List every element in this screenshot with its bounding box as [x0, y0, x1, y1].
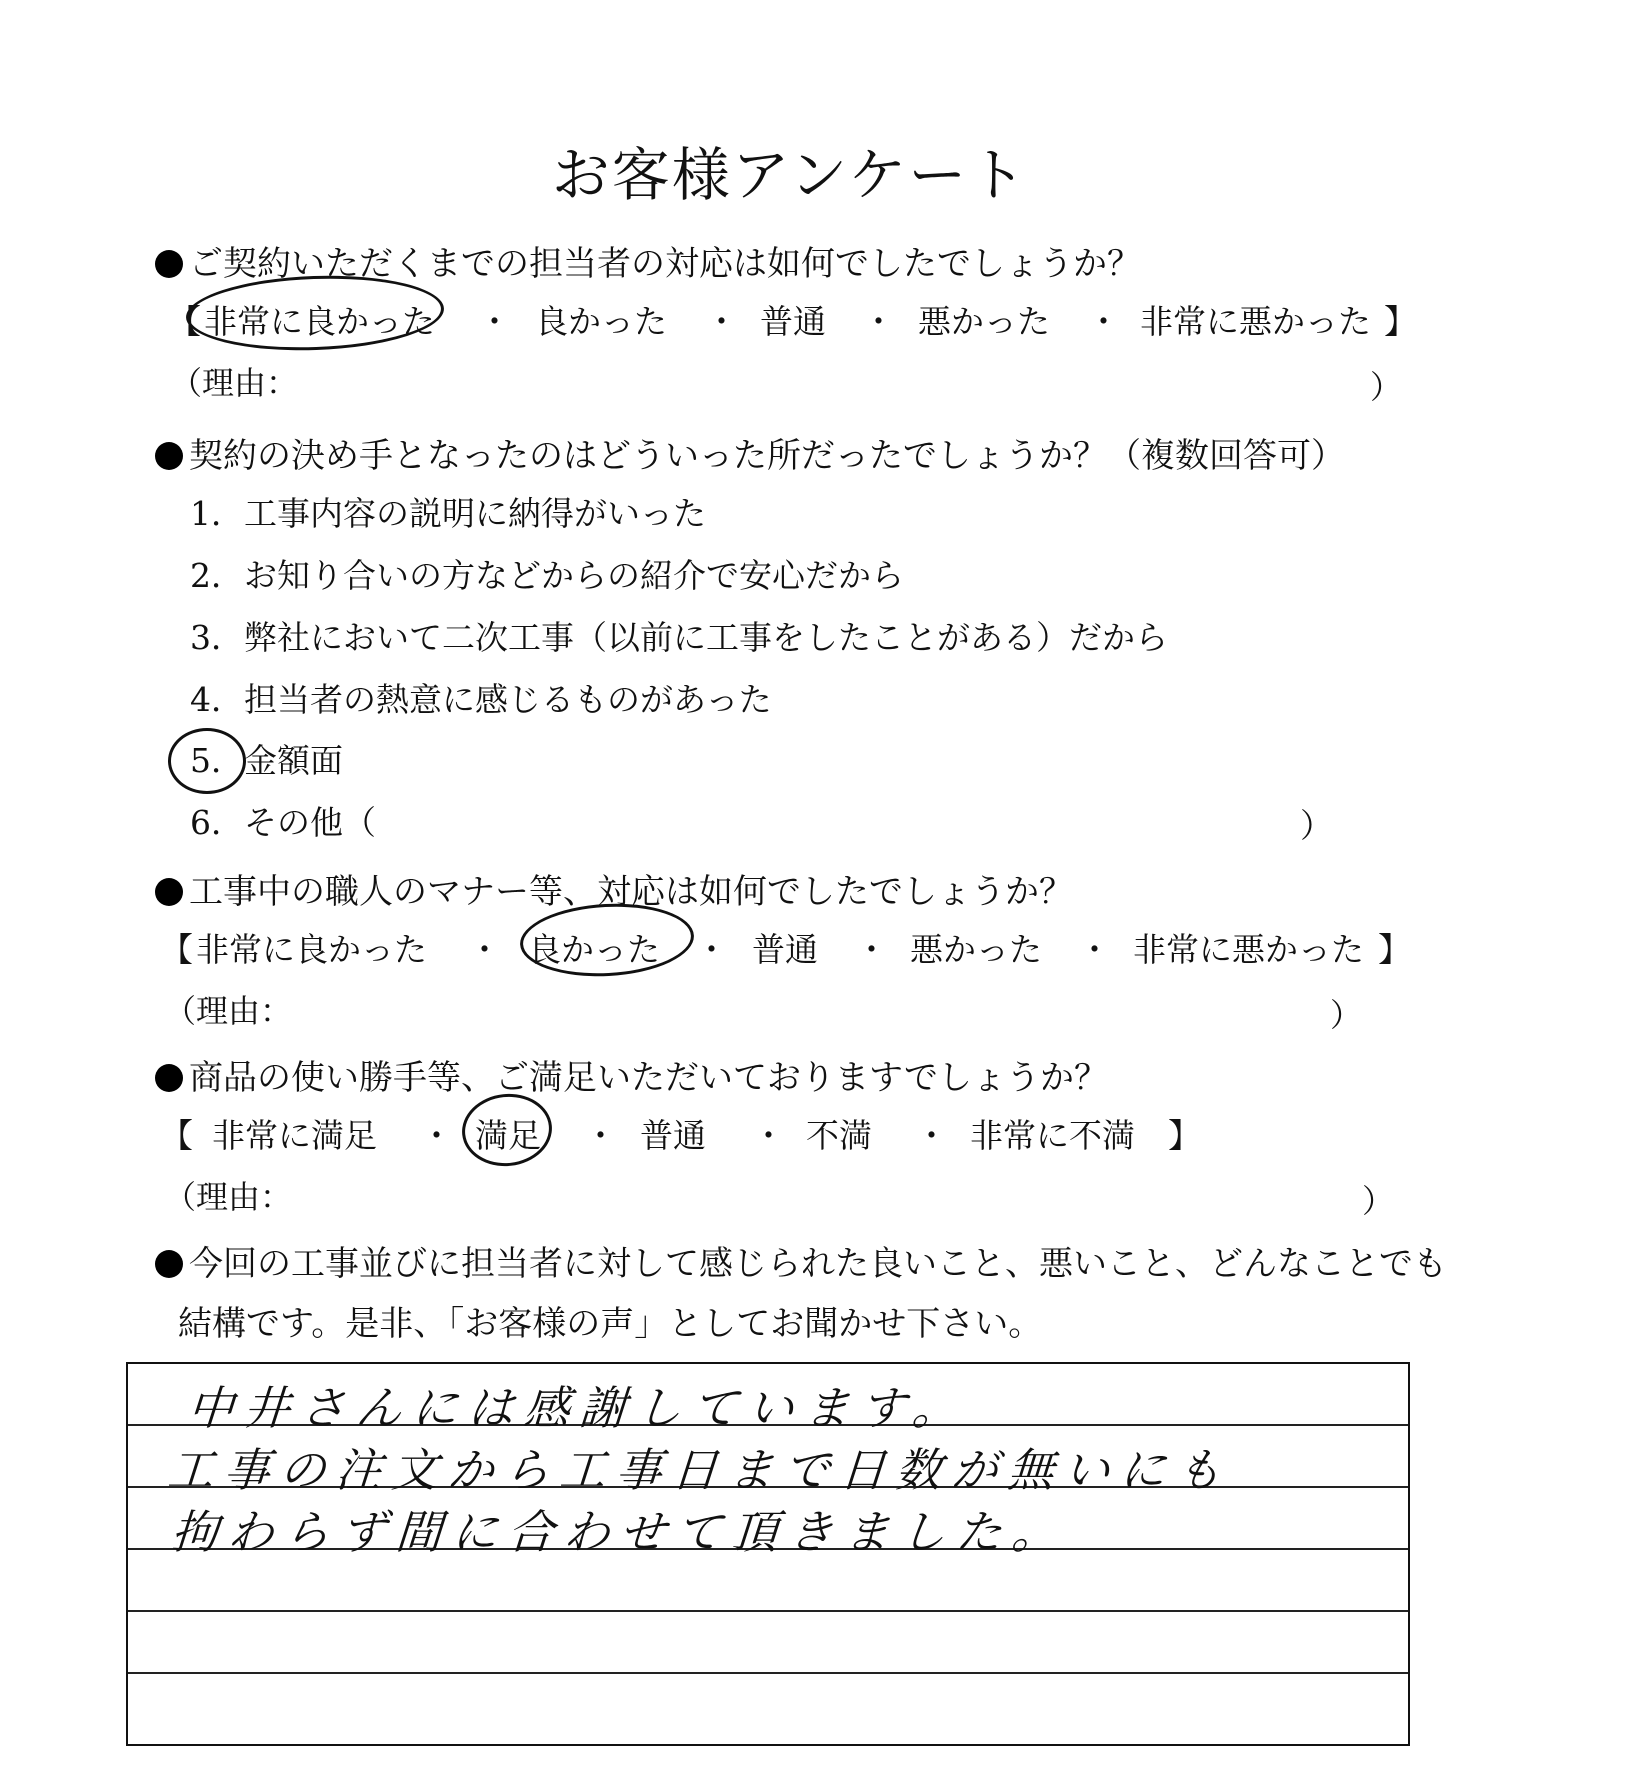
page-title: お客様アンケート	[551, 141, 1029, 209]
q1-close-bracket: 】	[1384, 302, 1417, 341]
q4-option-1[interactable]: 非常に満足	[212, 1116, 377, 1155]
q1-reason-label: （理由：	[170, 364, 299, 402]
q1-sep-1: ・	[478, 302, 511, 341]
bullet-icon	[155, 1064, 183, 1092]
q4-reason-close: ）	[1362, 1182, 1395, 1220]
question-2	[155, 428, 1345, 477]
question-2-text: 契約の決め手となったのはどういった所だったでしょうか？（複数回答可）	[189, 436, 1345, 476]
q3-option-4[interactable]: 悪かった	[910, 930, 1042, 969]
q4-option-3[interactable]: 普通	[640, 1116, 706, 1155]
q1-open-bracket: 【	[168, 302, 201, 341]
q3-sep-4: ・	[1078, 930, 1111, 969]
q3-reason-label: （理由：	[164, 992, 293, 1030]
q3-reason-close: ）	[1330, 996, 1363, 1034]
q4-sep-4: ・	[915, 1116, 948, 1155]
choice-5-text: 金額面	[244, 741, 343, 780]
choice-3-number: 3．	[190, 618, 244, 657]
choice-6-number: 6．	[190, 803, 244, 842]
choice-2[interactable]	[190, 550, 904, 597]
choice-3[interactable]	[190, 612, 1168, 659]
choice-1-text: 工事内容の説明に納得がいった	[244, 494, 706, 533]
choice-6-close: ）	[1300, 806, 1333, 845]
q3-sep-2: ・	[695, 930, 728, 969]
choice-3-text: 弊社において二次工事（以前に工事をしたことがある）だから	[244, 618, 1168, 657]
comment-rule	[128, 1610, 1408, 1612]
comment-box[interactable]	[126, 1362, 1410, 1746]
choice-2-text: お知り合いの方などからの紹介で安心だから	[244, 556, 904, 595]
choice-4[interactable]	[190, 674, 772, 721]
q3-option-1[interactable]: 非常に良かった	[196, 930, 427, 969]
q1-option-2[interactable]: 良かった	[535, 302, 667, 341]
question-4	[155, 1050, 1108, 1099]
question-5	[155, 1236, 1447, 1285]
q3-option-3[interactable]: 普通	[752, 930, 818, 969]
bullet-icon	[155, 442, 183, 470]
q3-sep-1: ・	[468, 930, 501, 969]
choice-1[interactable]	[190, 488, 706, 535]
q1-reason-close: ）	[1370, 368, 1403, 406]
choice-6-text: その他（	[244, 803, 376, 842]
q4-reason-label: （理由：	[164, 1178, 293, 1216]
q3-option-5[interactable]: 非常に悪かった	[1133, 930, 1364, 969]
bullet-icon	[155, 250, 183, 278]
question-4-text: 商品の使い勝手等、ご満足いただいておりますでしょうか？	[189, 1058, 1109, 1098]
q1-sep-2: ・	[705, 302, 738, 341]
q1-sep-4: ・	[1087, 302, 1120, 341]
bullet-icon	[155, 878, 183, 906]
choice-4-number: 4．	[190, 680, 244, 719]
q4-option-4[interactable]: 不満	[806, 1116, 872, 1155]
bullet-icon	[155, 1250, 183, 1278]
question-1-text: ご契約いただくまでの担当者の対応は如何でしたでしょうか？	[189, 244, 1141, 284]
q1-option-3[interactable]: 普通	[760, 302, 826, 341]
q1-option-5[interactable]: 非常に悪かった	[1140, 302, 1371, 341]
q4-open-bracket: 【	[160, 1116, 193, 1155]
q3-sep-3: ・	[855, 930, 888, 969]
choice-5-selection-circle	[168, 728, 246, 794]
handwritten-line-1: 中井さんには感謝しています。	[185, 1381, 971, 1435]
choice-4-text: 担当者の熱意に感じるものがあった	[244, 680, 772, 719]
q1-option-1[interactable]: 非常に良かった	[204, 302, 435, 341]
q4-selection-circle	[458, 1089, 555, 1170]
choice-5-number: 5．	[190, 741, 244, 780]
q4-close-bracket: 】	[1168, 1116, 1201, 1155]
choice-6[interactable]	[190, 797, 376, 844]
q1-option-4[interactable]: 悪かった	[918, 302, 1050, 341]
question-3-text: 工事中の職人のマナー等、対応は如何でしたでしょうか？	[189, 872, 1073, 912]
q3-open-bracket: 【	[160, 930, 193, 969]
handwritten-line-3: 拘わらず間に合わせて頂きました。	[169, 1505, 1070, 1559]
handwritten-line-2: 工事の注文から工事日まで日数が無いにも	[165, 1443, 1234, 1497]
question-5-line-2: 結構です。是非、「お客様の声」としてお聞かせ下さい。	[178, 1304, 1043, 1344]
choice-1-number: 1．	[190, 494, 244, 533]
q4-sep-3: ・	[752, 1116, 785, 1155]
question-5-line-1: 今回の工事並びに担当者に対して感じられた良いこと、悪いこと、どんなことでも	[189, 1244, 1447, 1284]
choice-2-number: 2．	[190, 556, 244, 595]
q3-close-bracket: 】	[1378, 930, 1411, 969]
q4-option-5[interactable]: 非常に不満	[970, 1116, 1135, 1155]
q3-option-2[interactable]: 良かった	[528, 930, 660, 969]
comment-rule	[128, 1672, 1408, 1674]
q4-sep-1: ・	[420, 1116, 453, 1155]
q4-sep-2: ・	[584, 1116, 617, 1155]
q4-option-2[interactable]: 満足	[475, 1116, 541, 1155]
q1-sep-3: ・	[862, 302, 895, 341]
